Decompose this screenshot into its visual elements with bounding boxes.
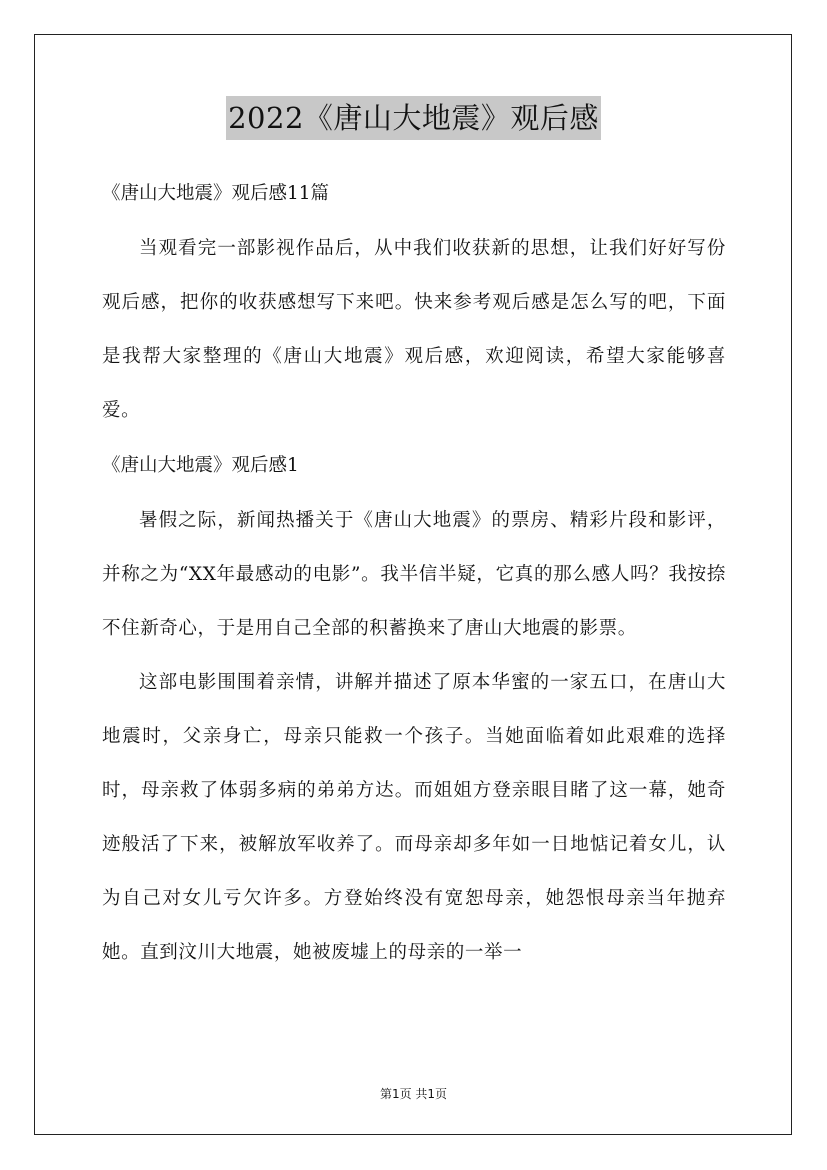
body-paragraph-1: 暑假之际，新闻热播关于《唐山大地震》的票房、精彩片段和影评，并称之为“XX年最感动的电影”。我半信半疑，它真的那么感人吗？我按捺不住新奇心，于是用自己全部的积蓄换来了唐山大地震的影票。	[102, 510, 726, 639]
document-title: 2022《唐山大地震》观后感	[226, 96, 601, 140]
document-body	[102, 166, 726, 980]
body-paragraph-2: 这部电影围围着亲情，讲解并描述了原本华蜜的一家五口，在唐山大地震时，父亲身亡，母亲只能救一个孩子。当她面临着如此艰难的选择时，母亲救了体弱多病的弟弟方达。而姐姐方登亲眼目睹了这一幕，她奇迹般活了下来，被解放军收养了。而母亲却多年如一日地惦记着女儿，认为自己对女儿亏欠许多。方登始终没有宽恕母亲，她怨恨母亲当年抛弃她。直到汶川大地震，她被废墟上的母亲的一举一	[102, 672, 726, 963]
section-heading: 《唐山大地震》观后感1	[102, 455, 299, 476]
intro-paragraph: 当观看完一部影视作品后，从中我们收获新的思想，让我们好好写份观后感，把你的收获感想写下来吧。快来参考观后感是怎么写的吧，下面是我帮大家整理的《唐山大地震》观后感，欢迎阅读，希望大家能够喜爱。	[102, 238, 726, 421]
page-footer: 第1页 共1页	[379, 1087, 448, 1101]
title-container	[0, 96, 827, 140]
subtitle: 《唐山大地震》观后感11篇	[102, 183, 330, 204]
